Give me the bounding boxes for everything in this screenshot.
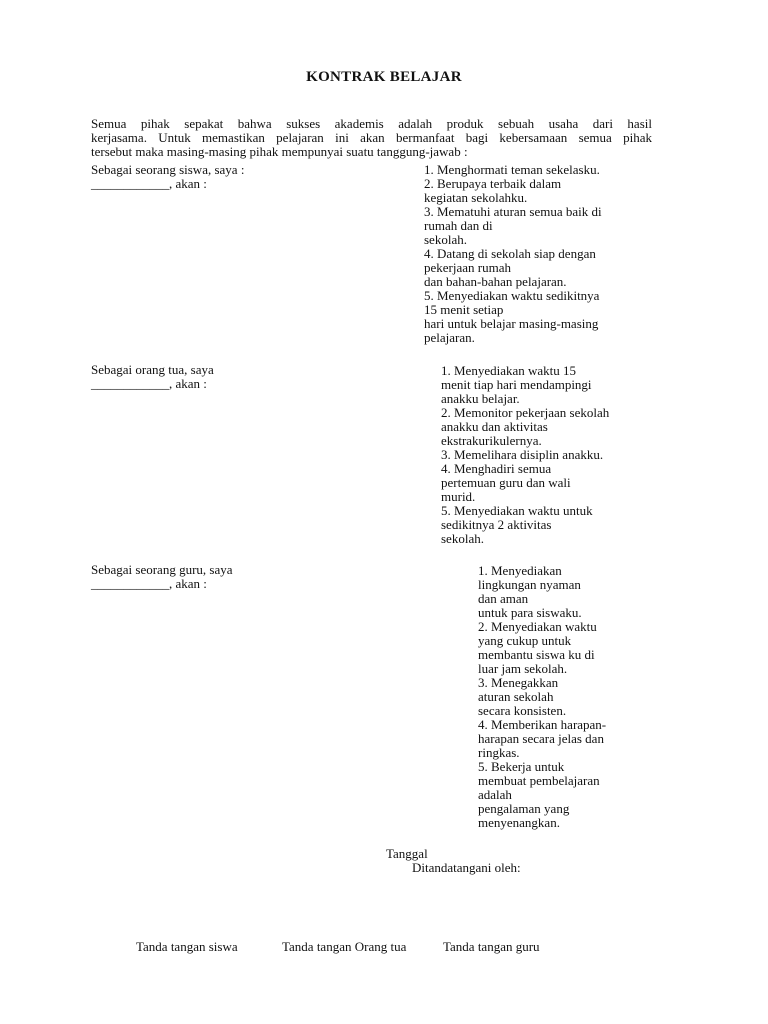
parent-duty-line: 2. Memonitor pekerjaan sekolah bbox=[441, 405, 610, 420]
student-duty-line: 4. Datang di sekolah siap dengan bbox=[424, 246, 596, 261]
teacher-label-line: ____________, akan : bbox=[91, 576, 207, 591]
teacher-duty-line: aturan sekolah bbox=[478, 689, 554, 704]
student-duty-line: hari untuk belajar masing-masing bbox=[424, 316, 599, 331]
student-duty-line: pekerjaan rumah bbox=[424, 260, 511, 275]
parent-duty-line: 3. Memelihara disiplin anakku. bbox=[441, 447, 604, 462]
parent-duty-line: anakku dan aktivitas bbox=[441, 419, 548, 434]
parent-duties bbox=[441, 364, 609, 546]
teacher-duty-line: 2. Menyediakan waktu bbox=[478, 619, 597, 634]
document-title: KONTRAK BELAJAR bbox=[306, 69, 462, 85]
teacher-duty-line: 5. Bekerja untuk bbox=[478, 759, 565, 774]
parent-duty-line: ekstrakurikulernya. bbox=[441, 433, 542, 448]
teacher-label-line: Sebagai seorang guru, saya bbox=[91, 562, 233, 577]
parent-duty-line: murid. bbox=[441, 489, 476, 504]
student-duty-line: pelajaran. bbox=[424, 330, 475, 345]
teacher-duty-line: 1. Menyediakan bbox=[478, 563, 562, 578]
teacher-duty-line: ringkas. bbox=[478, 745, 520, 760]
teacher-duty-line: 3. Menegakkan bbox=[478, 675, 559, 690]
parent-duty-line: 1. Menyediakan waktu 15 bbox=[441, 363, 577, 378]
signed-by-label: Ditandatangani oleh: bbox=[412, 860, 521, 875]
student-duty-line: sekolah. bbox=[424, 232, 467, 247]
teacher-signature-label: Tanda tangan guru bbox=[443, 939, 540, 954]
teacher-duty-line: membuat pembelajaran bbox=[478, 773, 600, 788]
intro-line: kerjasama. Untuk memastikan pelajaran ini akan bermanfaat bagi kebersamaan semua pihak bbox=[91, 130, 652, 145]
parent-duty-line: anakku belajar. bbox=[441, 391, 520, 406]
intro-line: Semua pihak sepakat bahwa sukses akademis adalah produk sebuah usaha dari hasil bbox=[91, 116, 652, 131]
parent-duty-line: 5. Menyediakan waktu untuk bbox=[441, 503, 593, 518]
student-duty-line: 3. Mematuhi aturan semua baik di bbox=[424, 204, 602, 219]
student-duty-line: 1. Menghormati teman sekelasku. bbox=[424, 162, 600, 177]
teacher-duties bbox=[478, 564, 606, 830]
parent-label-line: Sebagai orang tua, saya bbox=[91, 362, 214, 377]
teacher-duty-line: secara konsisten. bbox=[478, 703, 567, 718]
teacher-duty-line: adalah bbox=[478, 787, 512, 802]
parent-duty-line: menit tiap hari mendampingi bbox=[441, 377, 592, 392]
parent-duty-line: sedikitnya 2 aktivitas bbox=[441, 517, 552, 532]
student-duty-line: 5. Menyediakan waktu sedikitnya bbox=[424, 288, 600, 303]
parent-label-line: ____________, akan : bbox=[91, 376, 207, 391]
student-duty-line: kegiatan sekolahku. bbox=[424, 190, 528, 205]
parent-duty-line: sekolah. bbox=[441, 531, 484, 546]
student-label-line: ____________, akan : bbox=[91, 176, 207, 191]
teacher-duty-line: menyenangkan. bbox=[478, 815, 560, 830]
parent-duty-line: pertemuan guru dan wali bbox=[441, 475, 571, 490]
teacher-duty-line: lingkungan nyaman bbox=[478, 577, 581, 592]
teacher-duty-line: luar jam sekolah. bbox=[478, 661, 568, 676]
parent-label bbox=[91, 363, 351, 391]
teacher-duty-line: pengalaman yang bbox=[478, 801, 570, 816]
student-signature-label: Tanda tangan siswa bbox=[136, 939, 238, 954]
teacher-duty-line: dan aman bbox=[478, 591, 529, 606]
teacher-duty-line: 4. Memberikan harapan- bbox=[478, 717, 607, 732]
teacher-duty-line: harapan secara jelas dan bbox=[478, 731, 604, 746]
student-duty-line: rumah dan di bbox=[424, 218, 493, 233]
intro-line: tersebut maka masing-masing pihak mempunyai suatu tanggung-jawab : bbox=[91, 144, 468, 159]
student-duty-line: 15 menit setiap bbox=[424, 302, 504, 317]
student-label-line: Sebagai seorang siswa, saya : bbox=[91, 162, 245, 177]
intro-paragraph bbox=[91, 117, 652, 159]
student-duty-line: dan bahan-bahan pelajaran. bbox=[424, 274, 567, 289]
student-duties bbox=[424, 163, 602, 345]
teacher-duty-line: membantu siswa ku di bbox=[478, 647, 595, 662]
student-duty-line: 2. Berupaya terbaik dalam bbox=[424, 176, 562, 191]
teacher-duty-line: yang cukup untuk bbox=[478, 633, 572, 648]
student-label bbox=[91, 163, 351, 191]
parent-signature-label: Tanda tangan Orang tua bbox=[282, 939, 407, 954]
parent-duty-line: 4. Menghadiri semua bbox=[441, 461, 552, 476]
teacher-duty-line: untuk para siswaku. bbox=[478, 605, 582, 620]
date-label: Tanggal bbox=[386, 846, 428, 861]
teacher-label bbox=[91, 563, 351, 591]
